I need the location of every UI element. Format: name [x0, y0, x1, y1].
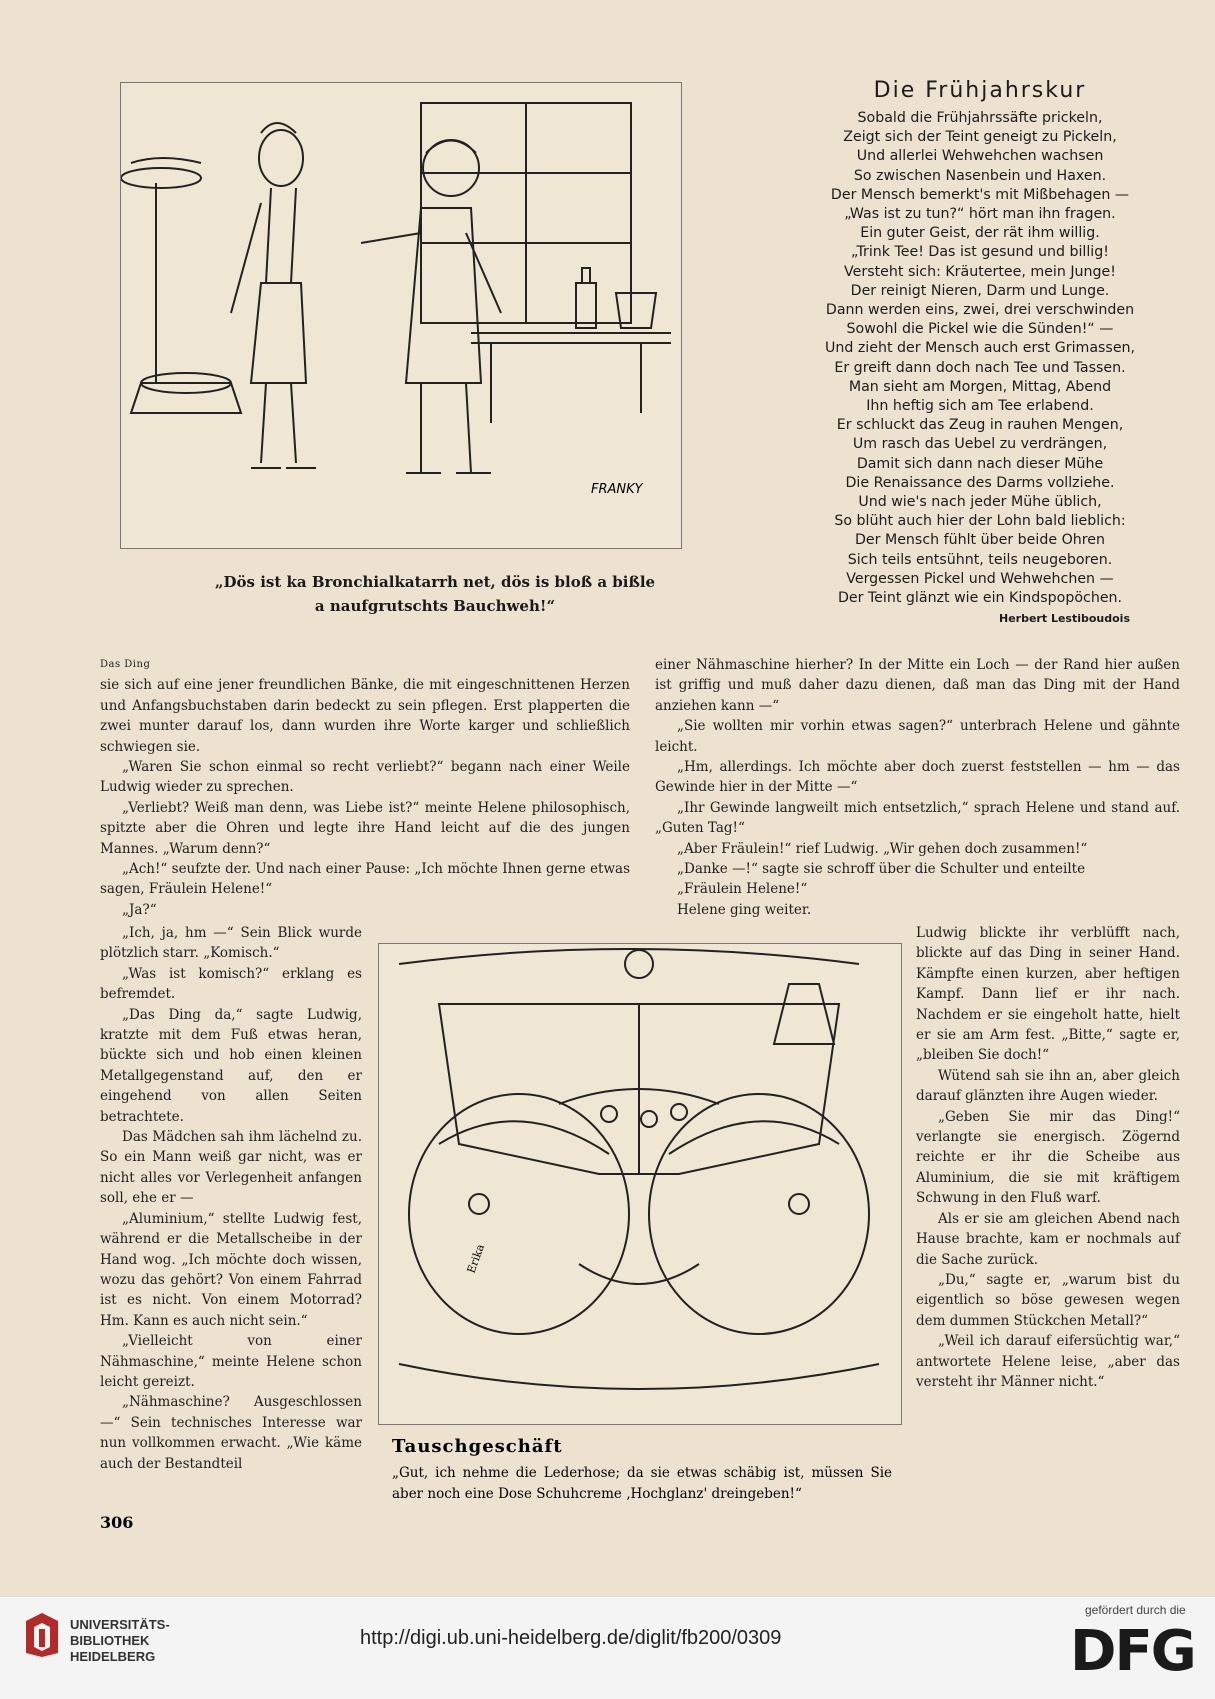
story-paragraph: „Vielleicht von einer Nähmaschine,“ meinte Helene schon leicht gereizt. [100, 1333, 362, 1390]
funding-note: gefördert durch die [1085, 1603, 1186, 1617]
story-paragraph: „Ach!“ seufzte der. Und nach einer Pause: „Ich möchte Ihnen gerne etwas sagen, Fräulein Helene!“ [100, 861, 630, 898]
story-paragraph: sie sich auf eine jener freundlichen Bänke, die mit eingeschnittenen Herzen und Anfangsbuchstaben darin bedeckt zu sein pflegen. Erst plapperten die zwei munter darauf los, dann wurden ihre Worte karger und schließlich schwiegen sie. [100, 677, 630, 755]
poem-line: Vergessen Pickel und Wehwehchen — [846, 570, 1114, 587]
story-right-bottom-paragraphs [916, 923, 1180, 1392]
poem [790, 78, 1170, 625]
poem-line: Ein guter Geist, der rät ihm willig. [860, 225, 1100, 242]
source-url-link[interactable]: http://digi.ub.uni-heidelberg.de/diglit/fb200/0309 [360, 1627, 782, 1649]
story-paragraph: Ludwig blickte ihr verblüfft nach, blickte auf das Ding in seiner Hand. Kämpfte einen kurzen, aber heftigen Kampf. Dann lief er ihr nach. Nachdem er sie eingeholt hatte, hielt er sie am Arm fest. „Bitte,“ sagte er, „bleiben Sie doch!“ [916, 925, 1180, 1064]
poem-line: Und zieht der Mensch auch erst Grimassen, [824, 340, 1136, 357]
story-paragraph: „Aber Fräulein!“ rief Ludwig. „Wir gehen doch zusammen!“ [677, 840, 1088, 857]
poem-line: Man sieht am Morgen, Mittag, Abend [848, 378, 1112, 395]
cartoon-name-label: Erika [464, 1242, 488, 1276]
poem-line: Um rasch das Uebel zu verdrängen, [852, 436, 1108, 453]
story-paragraph: „Sie wollten mir vorhin etwas sagen?“ unterbrach Helene und gähnte leicht. [655, 718, 1180, 755]
story-paragraph: „Ihr Gewinde langweilt mich entsetzlich,“ sprach Helene und stand auf. „Guten Tag!“ [655, 799, 1180, 837]
caption-line-2: a naufgrutschts Bauchweh!“ [314, 597, 556, 615]
institution-line-2: BIBLIOTHEK [70, 1633, 150, 1648]
tauschgeschaeft-drawing [379, 944, 901, 1424]
poem-author: Herbert Lestiboudois [999, 612, 1130, 626]
story-paragraph: „Geben Sie mir das Ding!“ verlangte sie energisch. Zögernd reichte er ihr die Scheibe aus Aluminium, die sie mit kräftigem Schwung in den Fluß warf. [916, 1108, 1180, 1207]
institution-line-1: UNIVERSITÄTS- [70, 1617, 170, 1632]
dfg-logo[interactable]: DFG [1070, 1619, 1195, 1684]
story-section-heading: Das Ding [100, 659, 151, 670]
tauschgeschaeft-caption: „Gut, ich nehme die Lederhose; da sie etwas schäbig ist, müssen Sie aber noch eine Dose Schuhcreme ‚Hochglanz' dreingeben!“ [392, 1465, 892, 1502]
story-right-column-top [655, 655, 1180, 920]
poem-line: Zeigt sich der Teint geneigt zu Pickeln, [843, 129, 1117, 146]
story-left-column-bottom [100, 923, 362, 1474]
caption-line-1: „Dös ist ka Bronchialkatarrh net, dös is bloß a bißle [214, 573, 656, 591]
story-paragraph: „Danke —!“ sagte sie schroff über die Schulter und enteilte [677, 861, 1086, 878]
artist-signature: FRANKY [591, 482, 643, 497]
story-paragraph: Als er sie am gleichen Abend nach Hause brachte, kam er nochmals auf die Sache zurück. [916, 1210, 1180, 1268]
poem-line: Sowohl die Pickel wie die Sünden!“ — [846, 321, 1114, 338]
poem-line: Und allerlei Wehwehchen wachsen [856, 148, 1104, 165]
story-paragraph: „Verliebt? Weiß man denn, was Liebe ist?“ meinte Helene philosophisch, spitzte aber die Ohren und legte ihre Hand leicht auf die des jungen Mannes. „Warum denn?“ [100, 799, 630, 857]
poem-line: Er schluckt das Zeug in rauhen Mengen, [836, 417, 1124, 434]
story-right-column-bottom [916, 923, 1180, 1392]
poem-line: Der Teint glänzt wie ein Kindspopöchen. [837, 590, 1123, 607]
poem-line: Der reinigt Nieren, Darm und Lunge. [850, 282, 1110, 299]
story-paragraph: „Das Ding da,“ sagte Ludwig, kratzte mit dem Fuß etwas heran, bückte sich und hob einen kleinen Metallgegenstand auf, den er eingehend von allen Seiten betrachtete. [100, 1006, 362, 1125]
story-paragraph: Das Mädchen sah ihm lächelnd zu. So ein Mann weiß gar nicht, was er nicht alles vor Verlegenheit anfangen soll, ehe er — [100, 1129, 362, 1207]
story-paragraph: „Weil ich darauf eifersüchtig war,“ antwortete Helene leise, „aber das versteht ihr Männer nicht.“ [916, 1333, 1180, 1390]
story-left-column-top [100, 655, 630, 920]
poem-line: Dann werden eins, zwei, drei verschwinden [825, 302, 1135, 319]
story-paragraph: „Hm, allerdings. Ich möchte aber doch zuerst feststellen — hm — das Gewinde hier in der Mitte —“ [655, 759, 1180, 796]
page-number: 306 [100, 1513, 134, 1532]
institution-line-3: HEIDELBERG [70, 1649, 156, 1664]
story-paragraph: „Nähmaschine? Ausgeschlossen —“ Sein technisches Interesse war nun vollkommen erwacht. „Wie käme auch der Bestandteil [100, 1394, 362, 1472]
poem-line: Sobald die Frühjahrssäfte prickeln, [857, 110, 1103, 126]
story-paragraph: „Ich, ja, hm —“ Sein Blick wurde plötzlich starr. „Komisch.“ [100, 925, 362, 962]
story-paragraph: einer Nähmaschine hierher? In der Mitte ein Loch — der Rand hier außen ist griffig und muß daher dazu dienen, daß man das Ding mit der Hand anziehen kann —“ [655, 657, 1180, 714]
story-paragraph: „Aluminium,“ stellte Ludwig fest, während er die Metallscheibe in der Hand wog. „Ich möchte doch wissen, wozu das gehört? Von einem Fahrrad ist es nicht. Von einem Motorrad? Hm. Kann es auch nicht sein.“ [100, 1210, 362, 1329]
viewer-footer [0, 1596, 1215, 1699]
poem-line: Er greift dann doch nach Tee und Tassen. [834, 359, 1126, 376]
doctor-cartoon-drawing [121, 83, 681, 548]
story-paragraph: „Was ist komisch?“ erklang es befremdet. [100, 965, 362, 1003]
poem-line: Versteht sich: Kräutertee, mein Junge! [844, 263, 1116, 280]
poem-line: Sich teils entsühnt, teils neugeboren. [847, 551, 1113, 568]
poem-line: Damit sich dann nach dieser Mühe [856, 455, 1104, 472]
poem-line: Der Mensch fühlt über beide Ohren [854, 532, 1106, 549]
poem-lines [790, 109, 1170, 608]
story-paragraph: Helene ging weiter. [677, 901, 812, 918]
poem-line: Ihn heftig sich am Tee erlabend. [866, 398, 1094, 415]
tauschgeschaeft-title: Tauschgeschäft [392, 1436, 563, 1457]
story-paragraph: „Waren Sie schon einmal so recht verliebt?“ begann nach einer Weile Ludwig wieder zu sprechen. [100, 759, 630, 796]
story-paragraph: Wütend sah sie ihn an, aber gleich darauf glänzten ihre Augen wieder. [916, 1067, 1180, 1105]
doctor-cartoon-illustration [120, 82, 682, 549]
poem-line: Und wie's nach jeder Mühe üblich, [858, 494, 1102, 511]
poem-line: „Was ist zu tun?“ hört man ihn fragen. [844, 206, 1116, 223]
poem-line: „Trink Tee! Das ist gesund und billig! [851, 244, 1109, 261]
story-left-top-paragraphs [100, 675, 630, 920]
top-cartoon-caption [200, 570, 670, 618]
story-paragraph: „Fräulein Helene!“ [677, 881, 808, 898]
poem-line: Der Mensch bemerkt's mit Mißbehagen — [830, 186, 1130, 203]
poem-line: So blüht auch hier der Lohn bald lieblich: [834, 513, 1126, 530]
poem-line: Die Renaissance des Darms vollziehe. [845, 474, 1115, 491]
story-paragraph: „Du,“ sagte er, „warum bist du eigentlich so böse gewesen wegen dem dummen Stückchen Metall?“ [916, 1271, 1180, 1329]
institution-name[interactable] [70, 1617, 170, 1665]
poem-title: Die Frühjahrskur [873, 78, 1087, 103]
university-library-logo-icon[interactable] [22, 1613, 62, 1661]
tauschgeschaeft-illustration [378, 943, 902, 1425]
story-paragraph: „Ja?“ [122, 901, 157, 918]
story-right-top-paragraphs [655, 655, 1180, 920]
story-left-bottom-paragraphs [100, 923, 362, 1474]
poem-line: So zwischen Nasenbein und Haxen. [853, 167, 1107, 184]
